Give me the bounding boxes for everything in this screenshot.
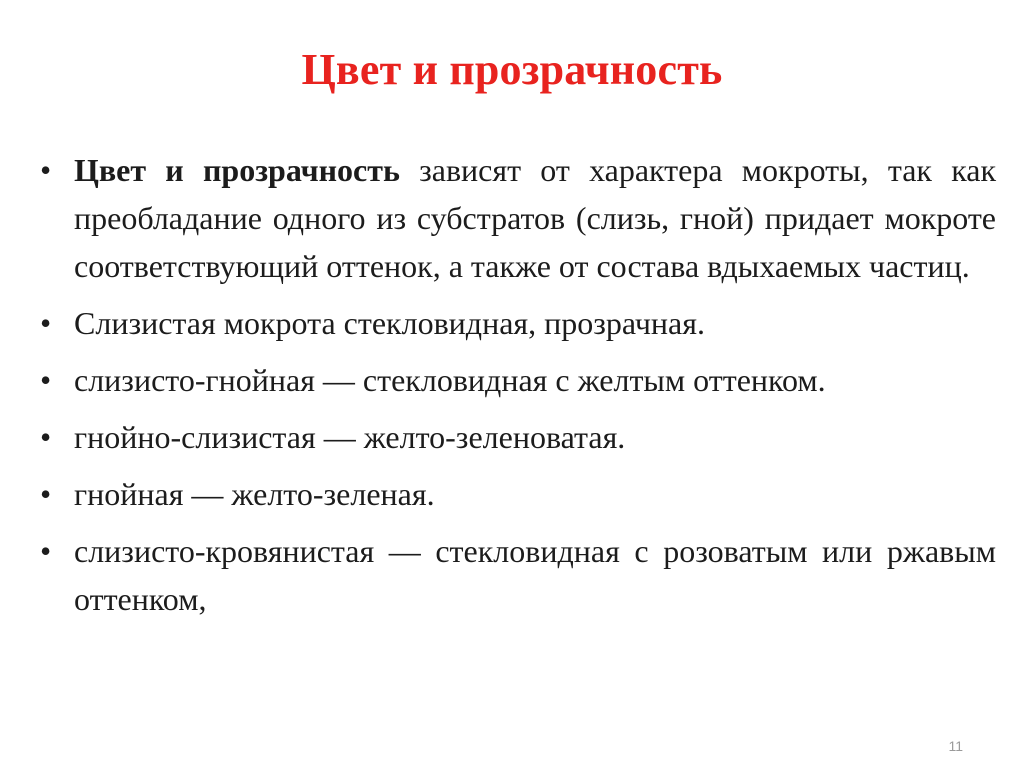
bullet-text: гнойно-слизистая — желто-зеленоватая. — [74, 419, 626, 455]
bullet-strong-text: Цвет и прозрачность — [74, 152, 400, 188]
bullet-marker: • — [40, 305, 52, 341]
slide-title: Цвет и прозрачность — [301, 45, 723, 94]
bullet-text: слизисто-гнойная — стекловидная с желтым оттенком. — [74, 362, 826, 398]
bullet-item-mucopurulent — [40, 356, 996, 404]
bullet-text: гнойная — желто-зеленая. — [74, 476, 435, 512]
bullet-item-purulent — [40, 470, 996, 518]
bullet-marker: • — [40, 152, 52, 188]
bullet-marker: • — [40, 362, 52, 398]
bullet-item-purulent-mucous — [40, 413, 996, 461]
bullet-item-mucous-bloody — [40, 527, 996, 623]
page-number: 11 — [948, 738, 963, 754]
bullet-list — [40, 146, 996, 632]
bullet-marker: • — [40, 476, 52, 512]
bullet-text: Слизистая мокрота стекловидная, прозрачная. — [74, 305, 705, 341]
bullet-marker: • — [40, 533, 52, 569]
bullet-item-mucous — [40, 299, 996, 347]
bullet-text: зависят от характера мокроты, так как преобладание одного из субстратов (слизь, гной) придает мокроте соответствующий оттенок, а также от состава вдыхаемых частиц. — [74, 152, 996, 284]
bullet-text: слизисто-кровянистая — стекловидная с розоватым или ржавым оттенком, — [74, 533, 996, 617]
bullet-item-color-transparency — [40, 146, 996, 290]
bullet-marker: • — [40, 419, 52, 455]
